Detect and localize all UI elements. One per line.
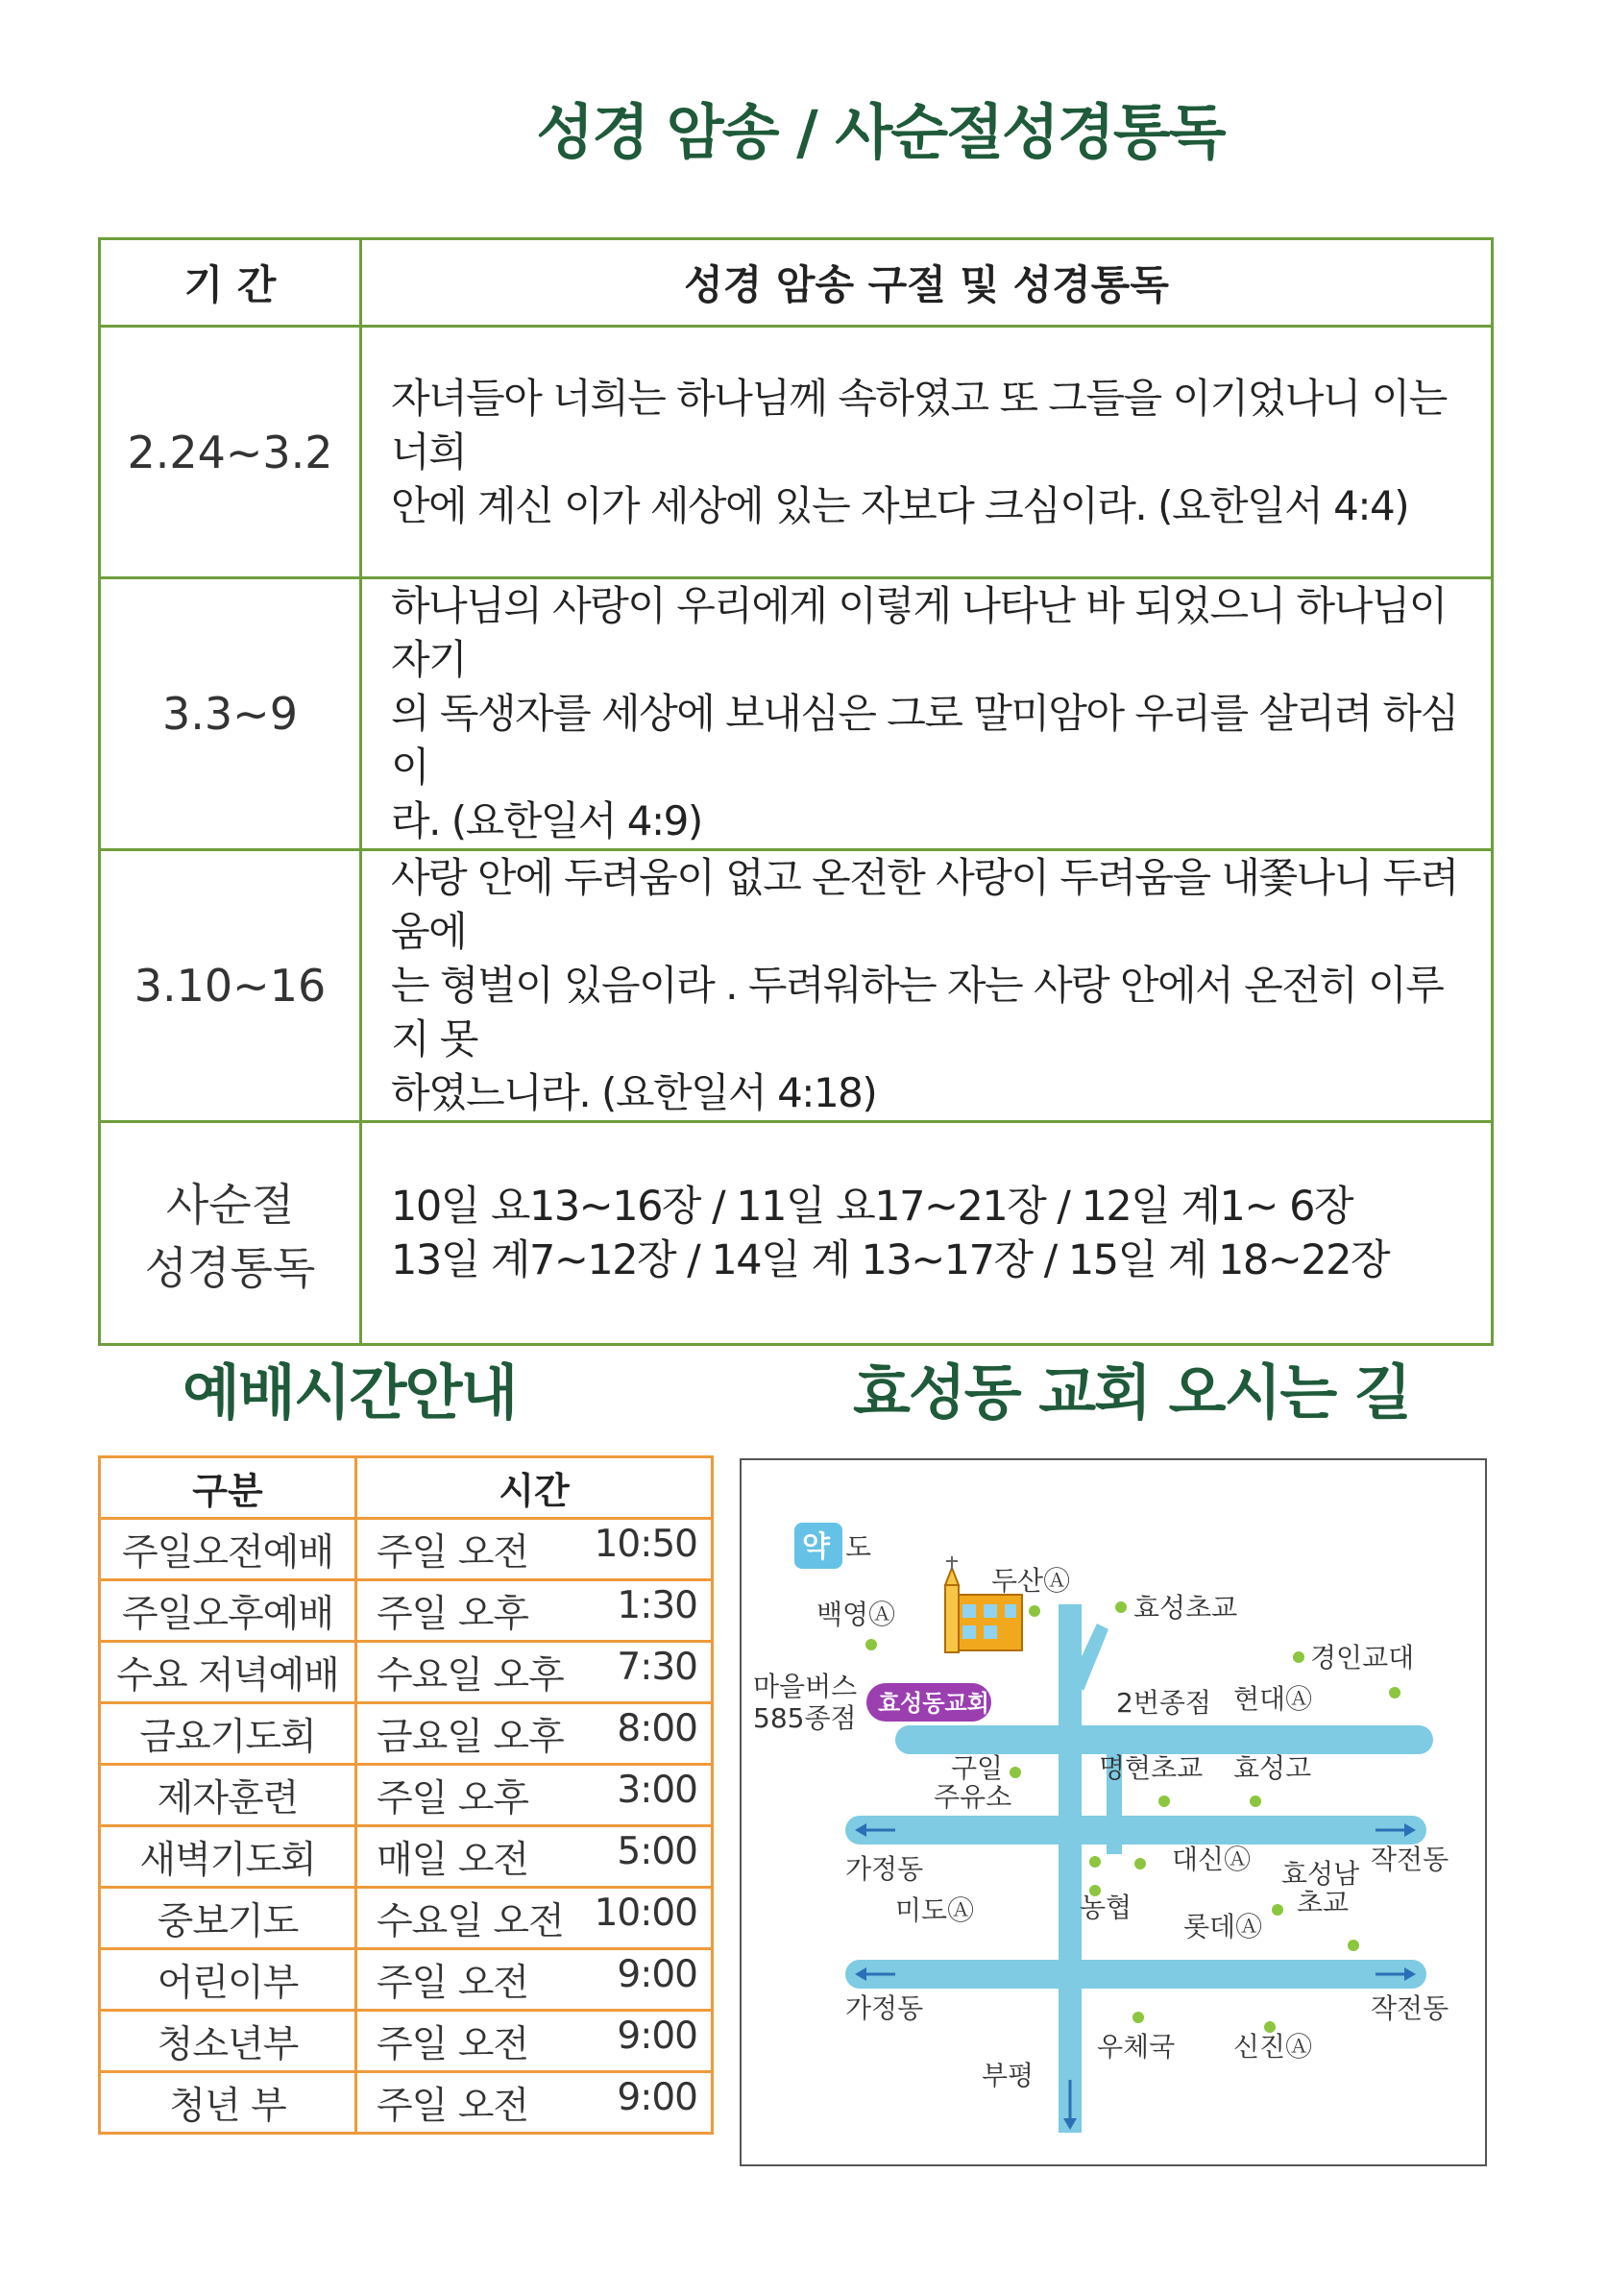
verse-line: 안에 계신 이가 세상에 있는 자보다 크심이라. (요한일서 4:4) — [391, 481, 1409, 529]
service-clock: 9:00 — [617, 2075, 697, 2119]
service-time — [356, 1580, 713, 1642]
worship-header-row — [100, 1457, 713, 1519]
worship-row — [100, 1580, 713, 1642]
label-gajeong-top: 가정동 — [845, 1853, 924, 1885]
service-day: 주일 오전 — [377, 2022, 529, 2066]
label-lotte: 롯데Ⓐ — [1183, 1911, 1263, 1942]
service-name: 금요기도회 — [100, 1703, 356, 1765]
marker-hyosung-high — [1250, 1795, 1261, 1807]
service-name: 청소년부 — [100, 2011, 356, 2072]
verse-row — [100, 578, 1493, 850]
label-gyeongin: 경인교대 — [1310, 1642, 1415, 1673]
time-header: 시간 — [356, 1457, 713, 1519]
worship-row — [100, 1949, 713, 2011]
service-day: 주일 오후 — [377, 1776, 529, 1820]
service-clock: 3:00 — [617, 1768, 697, 1812]
service-day: 주일 오전 — [377, 1961, 529, 2005]
label-stop2: 2번종점 — [1116, 1687, 1211, 1719]
worship-row — [100, 1888, 713, 1949]
verse-line: 하나님의 사랑이 우리에게 이렇게 나타난 바 되었으니 하나님이 자기 — [391, 582, 1447, 683]
service-name: 제자훈련 — [100, 1765, 356, 1826]
label-hyosungnam-1: 효성남 — [1281, 1858, 1360, 1890]
reading-period — [100, 1122, 361, 1345]
service-name: 청년 부 — [100, 2072, 356, 2134]
service-name: 중보기도 — [100, 1888, 356, 1949]
worship-title: 예배시간안내 — [183, 1357, 517, 1428]
upper-road — [895, 1725, 1433, 1754]
verse-text — [361, 850, 1493, 1122]
middle-road — [845, 1816, 1426, 1844]
worship-row — [100, 1519, 713, 1580]
marker-myeonghyeon — [1158, 1795, 1170, 1807]
label-post: 우체국 — [1097, 2031, 1176, 2063]
marker-gyeongin — [1389, 1687, 1400, 1698]
service-time — [356, 1888, 713, 1949]
label-hyosungnam-2: 초교 — [1297, 1887, 1350, 1918]
service-time — [356, 1765, 713, 1826]
marker-jakjeon — [1348, 1940, 1359, 1951]
verse-table — [98, 237, 1494, 1346]
service-clock: 10:00 — [594, 1891, 697, 1935]
service-name: 주일오후예배 — [100, 1580, 356, 1642]
label-bupyeong: 부평 — [982, 2060, 1035, 2091]
verse-row — [100, 327, 1493, 578]
worship-row — [100, 2072, 713, 2134]
service-clock: 10:50 — [594, 1522, 697, 1566]
period-header: 기 간 — [100, 239, 361, 327]
verse-line: 는 형벌이 있음이라 . 두려워하는 자는 사랑 안에서 온전히 이루지 못 — [391, 962, 1444, 1063]
marker-baekyoung — [865, 1639, 877, 1650]
service-clock: 9:00 — [617, 1952, 697, 1996]
verse-period: 2.24~3.2 — [100, 327, 361, 578]
verse-text — [361, 327, 1493, 578]
worship-table — [98, 1455, 714, 2135]
marker-hyundai — [1293, 1651, 1304, 1663]
reading-line: 10일 요13~16장 / 11일 요17~21장 / 12일 계1~ 6장 — [391, 1182, 1352, 1231]
reading-period-line: 사순절 — [165, 1178, 295, 1231]
label-guil-2: 주유소 — [934, 1781, 1012, 1813]
service-time — [356, 2011, 713, 2072]
label-jakjeon-top: 작전동 — [1371, 1844, 1449, 1875]
worship-row — [100, 1765, 713, 1826]
label-jakjeon-bottom: 작전동 — [1371, 1992, 1449, 2024]
verse-line: 하였느니라. (요한일서 4:18) — [391, 1069, 877, 1116]
label-sinjin: 신진Ⓐ — [1233, 2031, 1313, 2063]
directions-title: 효성동 교회 오시는 길 — [853, 1357, 1410, 1428]
verse-row — [100, 850, 1493, 1122]
page-title: 성경 암송 / 사순절성경통독 — [536, 97, 1225, 167]
label-gajeong-bottom: 가정동 — [845, 1992, 924, 2024]
map-canvas — [742, 1460, 1489, 2168]
verse-line: 라. (요한일서 4:9) — [391, 797, 702, 844]
service-time — [356, 1949, 713, 2011]
verse-line: 의 독생자를 세상에 보내심은 그로 말미암아 우리를 살리려 하심이 — [391, 690, 1458, 791]
label-bus-stop-2: 585종점 — [753, 1702, 857, 1734]
service-name: 새벽기도회 — [100, 1826, 356, 1888]
label-doosan: 두산Ⓐ — [991, 1565, 1071, 1597]
verse-header-row — [100, 239, 1493, 327]
verse-line: 사랑 안에 두려움이 없고 온전한 사랑이 두려움을 내쫓나니 두려움에 — [391, 854, 1458, 955]
service-day: 수요일 오전 — [377, 1899, 564, 1943]
label-hyosung-elem: 효성초교 — [1133, 1592, 1238, 1624]
label-guil-1: 구일 — [951, 1752, 1004, 1784]
service-clock: 7:30 — [617, 1645, 697, 1689]
label-mido: 미도Ⓐ — [895, 1894, 975, 1926]
service-header: 구분 — [100, 1457, 356, 1519]
reading-period-line: 성경통독 — [144, 1241, 316, 1294]
service-time — [356, 2072, 713, 2134]
church-label: 효성동교회 — [878, 1690, 989, 1717]
directions-map — [740, 1458, 1487, 2166]
lower-road — [845, 1960, 1426, 1989]
reading-line: 13일 계7~12장 / 14일 계 13~17장 / 15일 계 18~22장 — [391, 1235, 1390, 1284]
verse-header: 성경 암송 구절 및 성경통독 — [361, 239, 1493, 327]
service-clock: 9:00 — [617, 2014, 697, 2058]
marker-guil — [1010, 1767, 1021, 1778]
label-hyundai: 현대Ⓐ — [1233, 1683, 1313, 1715]
marker-doosan — [1029, 1605, 1040, 1617]
service-name: 수요 저녁예배 — [100, 1642, 356, 1703]
service-time — [356, 1519, 713, 1580]
marker-hyosungnam — [1272, 1904, 1283, 1916]
worship-row — [100, 1642, 713, 1703]
service-day: 수요일 오후 — [377, 1653, 564, 1698]
pharmacy-label: 도 — [845, 1531, 872, 1563]
service-clock: 1:30 — [617, 1583, 697, 1627]
verse-period: 3.10~16 — [100, 850, 361, 1122]
marker-hyosung-elem — [1115, 1601, 1127, 1613]
label-baekyoung: 백영Ⓐ — [816, 1599, 896, 1630]
worship-row — [100, 1703, 713, 1765]
worship-row — [100, 1826, 713, 1888]
marker-nonghyup-top — [1089, 1856, 1101, 1868]
service-day: 주일 오전 — [377, 2084, 529, 2128]
worship-row — [100, 2011, 713, 2072]
label-nonghyup: 농협 — [1080, 1892, 1132, 1923]
verse-line: 자녀들아 너희는 하나님께 속하였고 또 그들을 이기었나니 이는 너희 — [391, 374, 1447, 476]
pharmacy-char: 약 — [802, 1530, 830, 1564]
label-hyosung-high: 효성고 — [1233, 1752, 1312, 1784]
service-name: 주일오전예배 — [100, 1519, 356, 1580]
service-time — [356, 1703, 713, 1765]
service-day: 주일 오전 — [377, 1530, 529, 1575]
service-clock: 8:00 — [617, 1706, 697, 1750]
marker-post — [1132, 2012, 1144, 2023]
service-time — [356, 1642, 713, 1703]
verse-text — [361, 578, 1493, 850]
service-day: 매일 오전 — [377, 1838, 529, 1882]
verse-period: 3.3~9 — [100, 578, 361, 850]
label-daesin: 대신Ⓐ — [1172, 1844, 1252, 1875]
label-bus-stop-1: 마을버스 — [753, 1671, 858, 1702]
reading-schedule — [361, 1122, 1493, 1345]
reading-row — [100, 1122, 1493, 1345]
service-clock: 5:00 — [617, 1829, 697, 1873]
label-myeonghyeon: 명현초교 — [1099, 1752, 1204, 1784]
marker-daesin — [1134, 1858, 1146, 1869]
service-name: 어린이부 — [100, 1949, 356, 2011]
service-time — [356, 1826, 713, 1888]
service-day: 주일 오후 — [377, 1592, 529, 1636]
service-day: 금요일 오후 — [377, 1715, 564, 1759]
